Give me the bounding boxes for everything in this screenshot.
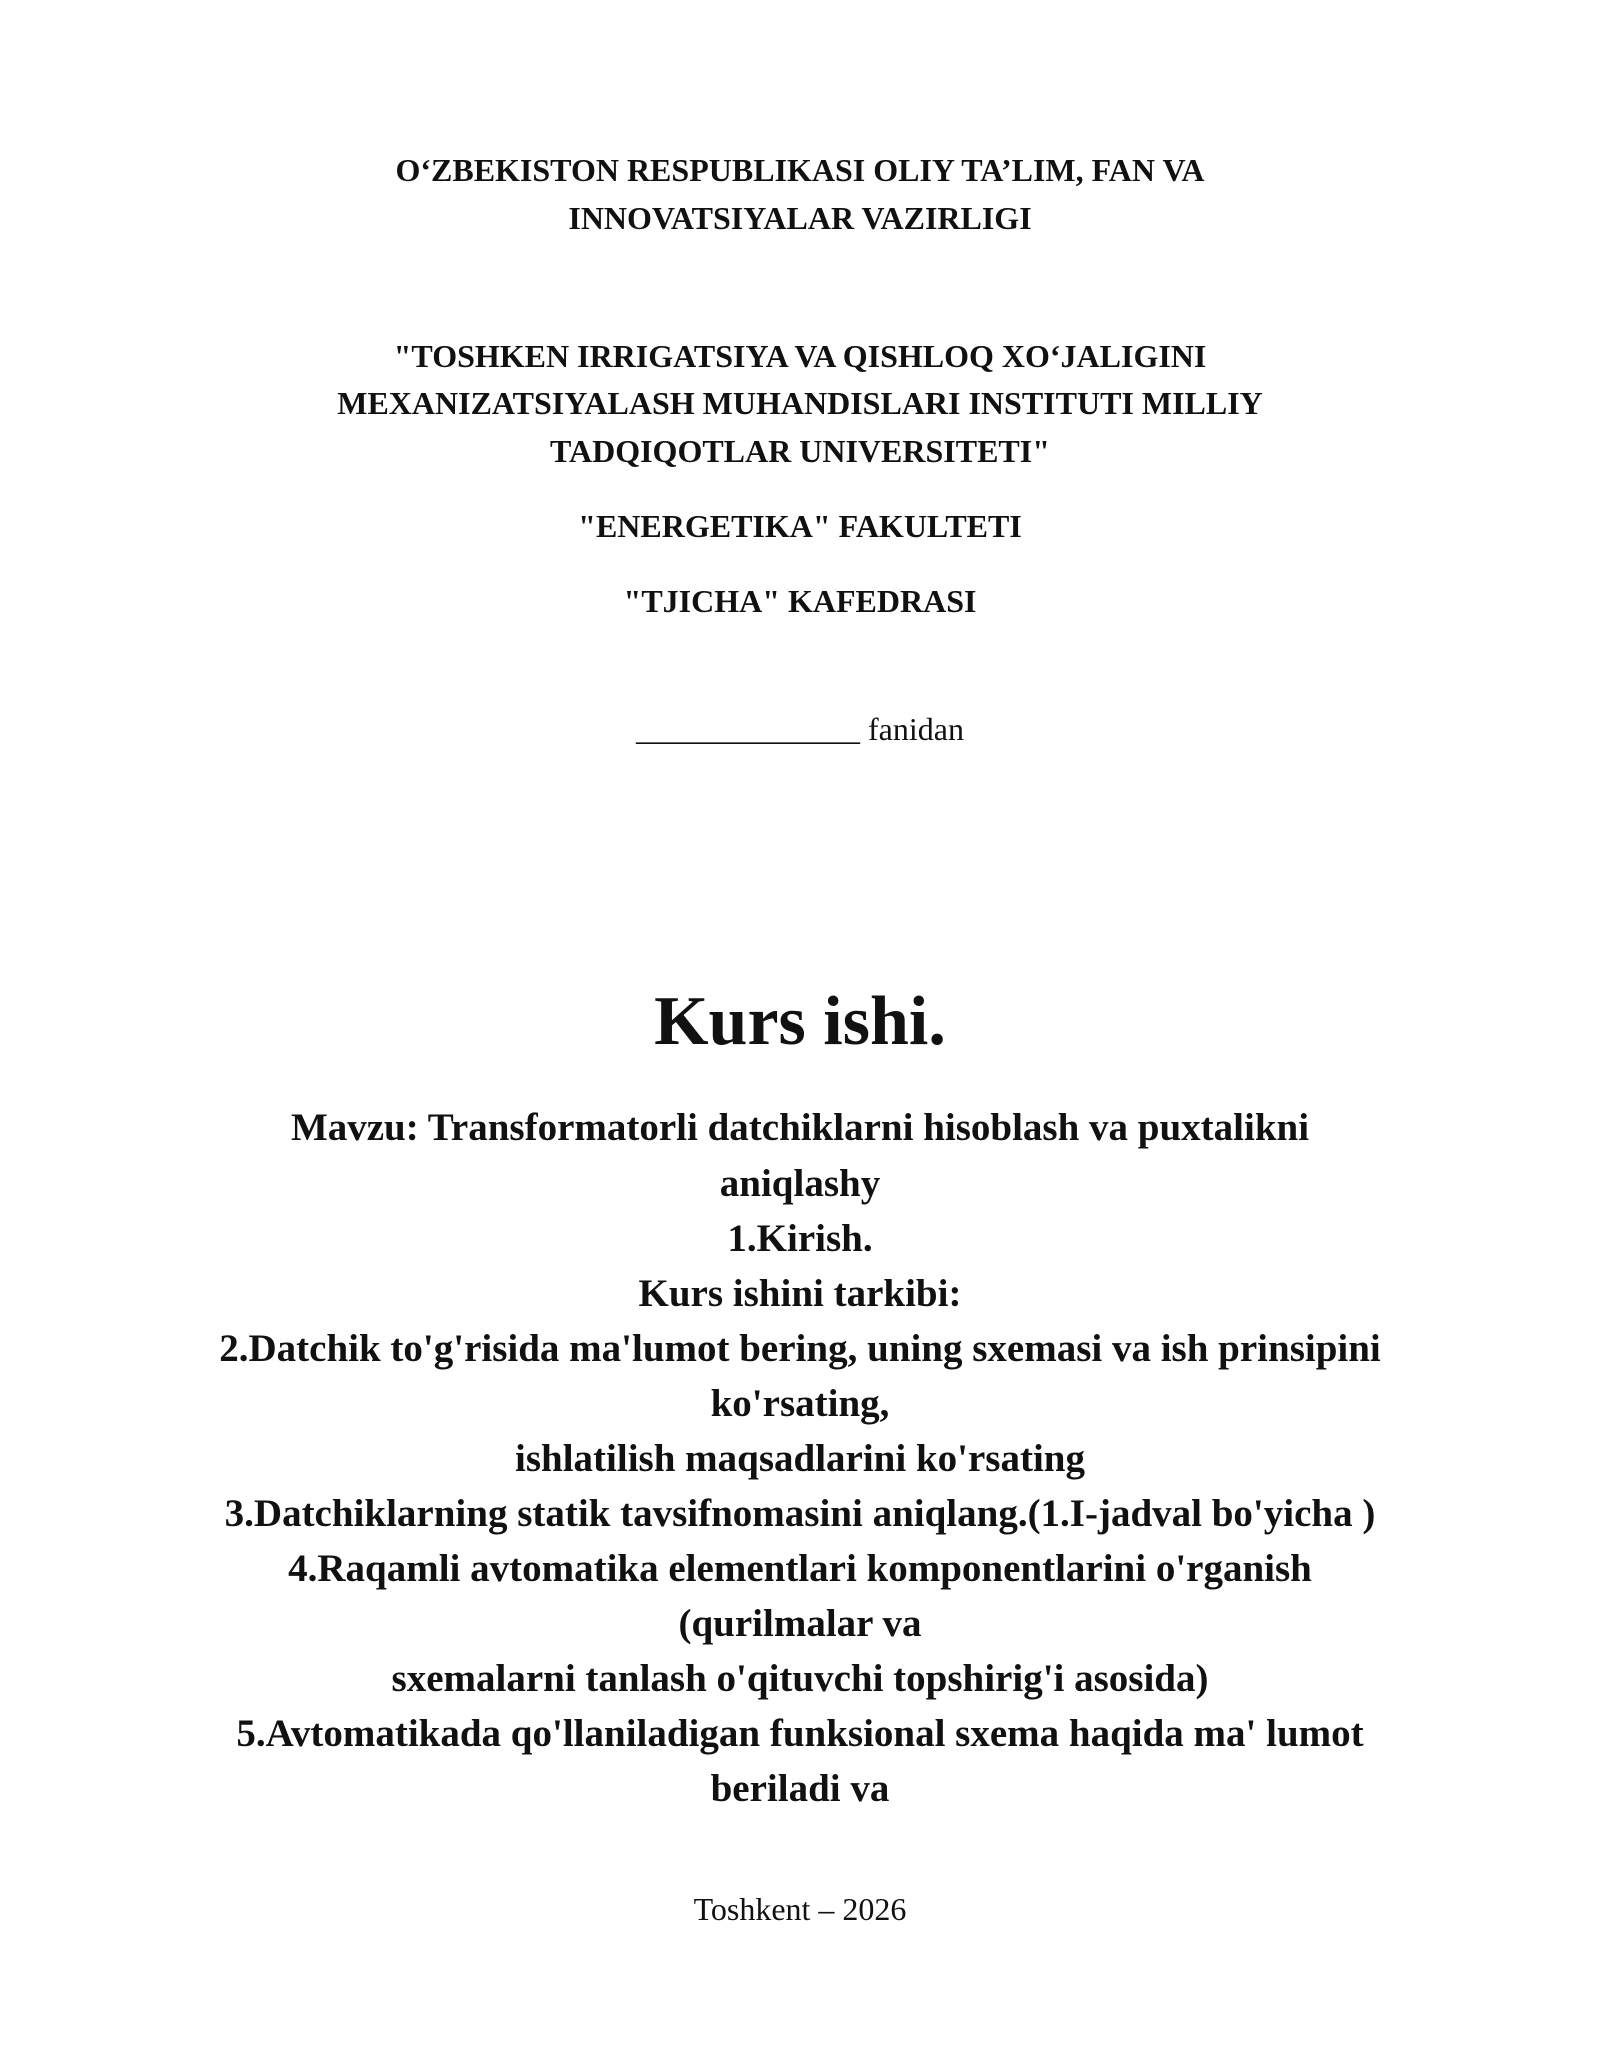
item-4-line-1: 4.Raqamli avtomatika elementlari komponentlarini o'rganish [288, 1547, 1312, 1590]
university-line-1: "TOSHKEN IRRIGATSIYA VA QISHLOQ XO‘JALIGINI [393, 338, 1207, 374]
item-3: 3.Datchiklarning statik tavsifnomasini aniqlang.(1.I-jadval bo'yicha ) [224, 1492, 1376, 1535]
item-4-line-2: (qurilmalar va [678, 1602, 922, 1645]
document-title: Kurs ishi. [654, 983, 946, 1060]
item-5-line-2: beriladi va [710, 1767, 890, 1810]
item-2-line-2: ko'rsating, [710, 1382, 890, 1425]
department-name: "TJICHA" KAFEDRASI [623, 583, 977, 619]
item-4-line-3: sxemalarni tanlash o'qituvchi topshirig'i asosida) [391, 1657, 1209, 1700]
structure-heading: Kurs ishini tarkibi: [638, 1272, 962, 1315]
topic-line-2: aniqlashy [719, 1162, 881, 1205]
subject-line: ______________ fanidan [636, 711, 964, 747]
faculty-name: "ENERGETIKA" FAKULTETI [578, 508, 1022, 544]
university-line-3: TADQIQOTLAR UNIVERSITETI" [550, 433, 1050, 469]
item-1: 1.Kirish. [727, 1217, 873, 1260]
item-2-line-3: ishlatilish maqsadlarini ko'rsating [515, 1437, 1085, 1480]
item-5-line-1: 5.Avtomatikada qo'llaniladigan funksional sxema haqida ma' lumot [236, 1712, 1364, 1755]
ministry-line-2: INNOVATSIYALAR VAZIRLIGI [568, 200, 1032, 236]
ministry-line-1: O‘ZBEKISTON RESPUBLIKASI OLIY TA’LIM, FAN VA [395, 152, 1205, 188]
footer-city-year: Toshkent – 2026 [693, 1891, 907, 1927]
topic-line-1: Mavzu: Transformatorli datchiklarni hisoblash va puxtalikni [290, 1106, 1310, 1149]
university-line-2: MEXANIZATSIYALASH MUHANDISLARI INSTITUTI MILLIY [337, 385, 1263, 421]
item-2-line-1: 2.Datchik to'g'risida ma'lumot bering, uning sxemasi va ish prinsipini [219, 1327, 1381, 1370]
